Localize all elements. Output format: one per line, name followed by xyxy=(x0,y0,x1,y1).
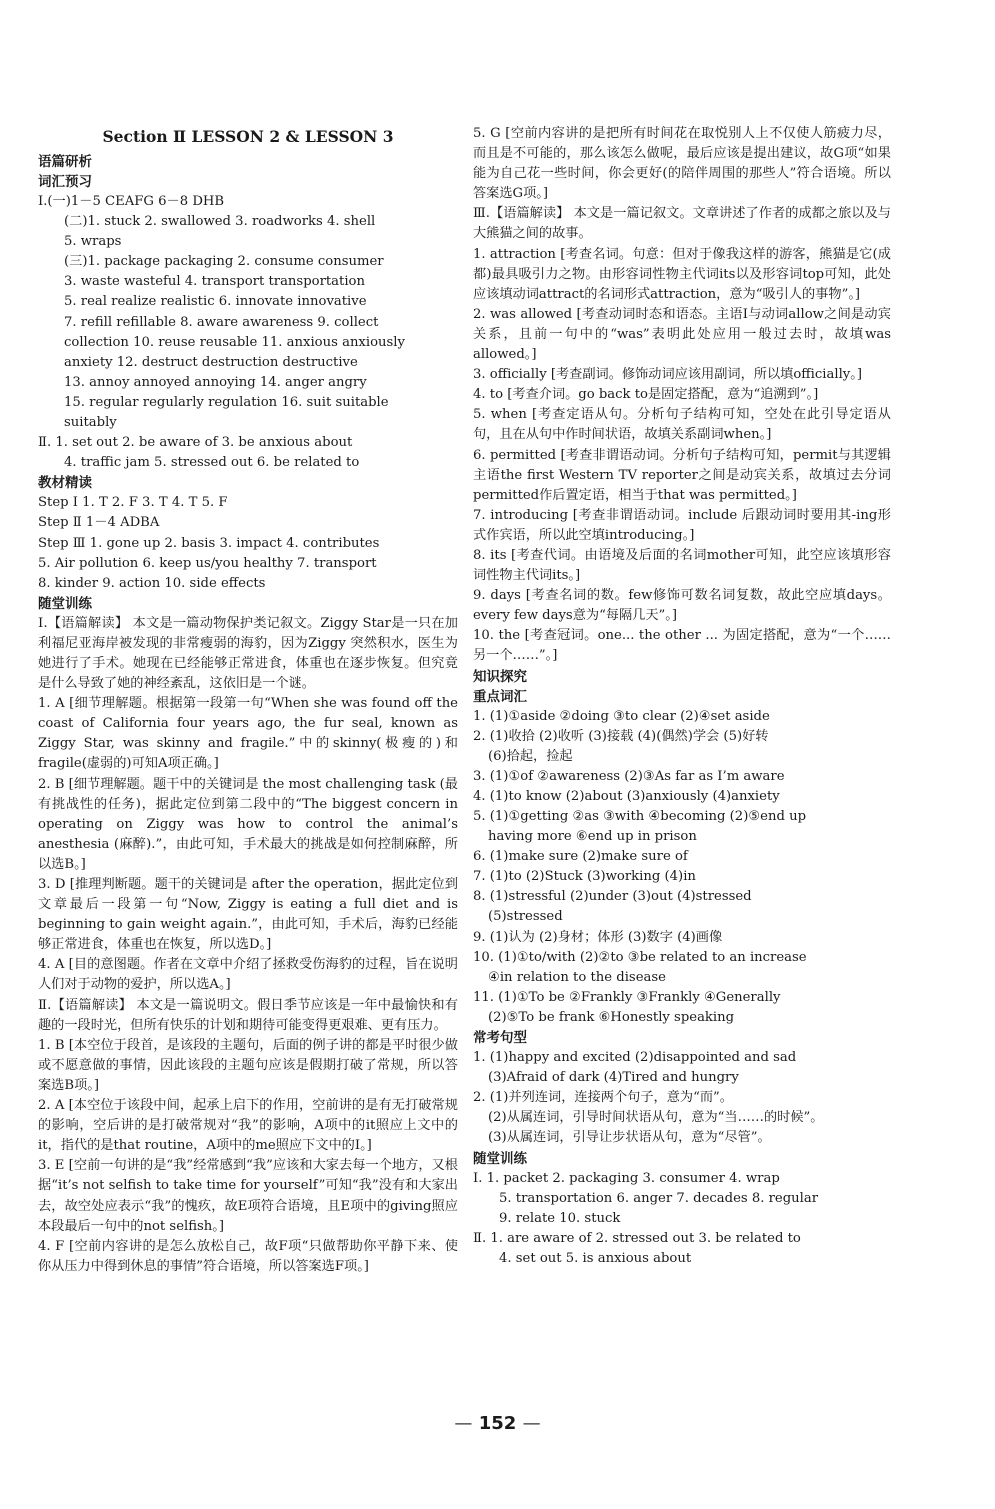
section-heading: 教材精读 xyxy=(38,475,92,492)
answer-paragraph: 6. permitted [考查非谓语动词。分析句子结构可知，permit与其逻辑主语the first Western TV reporter之间是动宾关系，故填过去分词permitted作后置定语，相当于that was permitted。] xyxy=(473,447,891,503)
answer-paragraph: 5. when [考查定语从句。分析句子结构可知，空处在此引导定语从句，且在从句中作时间状语，故填关系副词when。] xyxy=(473,407,891,443)
answer-line: 15. regular regularly regulation 16. suit suitable xyxy=(64,394,389,410)
answer-line: Ⅰ. 1. packet 2. packaging 3. consumer 4. wrap xyxy=(473,1170,780,1186)
answer-paragraph: 4. A [目的意图题。作者在文章中介绍了拯救受伤海豹的过程，旨在说明人们对于动物的爱护，所以选A。] xyxy=(38,957,458,993)
answer-line: 1. (1)happy and excited (2)disappointed and sad xyxy=(473,1050,797,1066)
answer-line: 4. traffic jam 5. stressed out 6. be related to xyxy=(64,455,360,471)
answer-line: 8. kinder 9. action 10. side effects xyxy=(38,575,266,591)
answer-line: having more ⑥end up in prison xyxy=(488,829,697,845)
answer-paragraph: 1. A [细节理解题。根据第一段第一句“When she was found off the coast of California four years ago, the fur seal, known as Ziggy Star, was skinny and fragile.”中的skinny(极瘦的)和fragile(虚弱的)可知A项正确。] xyxy=(38,696,458,772)
answer-line: 5. (1)①getting ②as ③with ④becoming (2)⑤end up xyxy=(473,809,807,824)
answer-paragraph: 1. B [本空位于段首，是该段的主题句，后面的例子讲的都是平时很少做或不愿意做的事情，因此该段的主题句应该是假期打破了常规，所以答案选B项。] xyxy=(38,1037,458,1093)
answer-line: 6. (1)make sure (2)make sure of xyxy=(473,849,688,865)
answer-line: suitably xyxy=(64,415,117,431)
answer-line: Step Ⅲ 1. gone up 2. basis 3. impact 4. contributes xyxy=(38,535,380,551)
answer-paragraph: 2. A [本空位于该段中间，起承上启下的作用，空前讲的是有无打破常规的影响，空后讲的是打破常规对“我”的影响，A项中的it照应上文中的it，指代的是that routine，A项中的me照应下文中的I。] xyxy=(38,1098,458,1154)
answer-paragraph: 9. days [考查名词的数。few修饰可数名词复数，故此空应填days。every few days意为“每隔几天”。] xyxy=(473,588,891,624)
answer-paragraph: 3. E [空前一句讲的是“我”经常感到“我”应该和大家去每一个地方，又根据“it’s not selfish to take time for yourself”可知“我”没有和大家出去，故空处应表示“我”的愧疚，故E项符合语境，且E项中的giving照应本段最后一句中的not selfish。] xyxy=(38,1158,458,1234)
section-heading: 重点词汇 xyxy=(473,688,527,705)
answer-line: 13. annoy annoyed annoying 14. anger angry xyxy=(64,374,367,390)
page-number: 152 xyxy=(478,1413,517,1434)
answer-paragraph: 4. F [空前内容讲的是怎么放松自己，故F项“只做帮助你平静下来、使你从压力中得到休息的事情”符合语境，所以答案选F项。] xyxy=(38,1238,458,1274)
answer-line: Step Ⅱ 1－4 ADBA xyxy=(38,515,160,531)
answer-line: 2. (1)并列连词，连接两个句子，意为“而”。 xyxy=(473,1090,733,1106)
right-column-body xyxy=(473,124,891,1269)
answer-line: 7. (1)to (2)Stuck (3)working (4)in xyxy=(473,869,696,885)
page-dash-left: — xyxy=(454,1413,473,1434)
answer-paragraph: 4. to [考查介词。go back to是固定搭配，意为“追溯到”。] xyxy=(473,387,819,403)
answer-line: 5. transportation 6. anger 7. decades 8. regular xyxy=(499,1190,819,1206)
section-heading: 常考句型 xyxy=(473,1030,527,1047)
answer-line: collection 10. reuse reusable 11. anxious anxiously xyxy=(64,334,405,350)
section-heading: 词汇预习 xyxy=(38,174,92,190)
answer-paragraph: 1. attraction [考查名词。句意：但对于像我这样的游客，熊猫是它(成都)最具吸引力之物。由形容词性物主代词its以及形容词top可知，此处应该填动词attract的名词形式attraction，意为“吸引人的事物”。] xyxy=(473,246,891,302)
answer-line: (2)⑤To be frank ⑥Honestly speaking xyxy=(488,1009,735,1025)
answer-line: 8. (1)stressful (2)under (3)out (4)stressed xyxy=(473,889,752,905)
section-title: Section Ⅱ LESSON 2 & LESSON 3 xyxy=(102,127,394,146)
answer-line: 5. real realize realistic 6. innovate innovative xyxy=(64,294,367,310)
answer-line: 9. (1)认为 (2)身材；体形 (3)数字 (4)画像 xyxy=(473,929,723,945)
answer-line: ④in relation to the disease xyxy=(488,969,666,985)
section-heading: 语篇研析 xyxy=(38,154,92,170)
answer-line: 1. (1)①aside ②doing ③to clear (2)④set aside xyxy=(473,708,770,724)
answer-line: 5. Air pollution 6. keep us/you healthy 7. transport xyxy=(38,555,377,571)
answer-paragraph: 7. introducing [考查非谓语动词。include 后跟动词时要用其-ing形式作宾语，所以此空填introducing。] xyxy=(473,507,891,543)
answer-line: 10. (1)①to/with (2)②to ③be related to an increase xyxy=(473,949,807,965)
answer-paragraph: Ⅰ.【语篇解读】 本文是一篇动物保护类记叙文。Ziggy Star是一只在加利福尼亚海岸被发现的非常瘦弱的海豹，因为Ziggy 突然积水，医生为她进行了手术。她现在已经能够正常进食，体重也在逐步恢复。但究竟是什么导致了她的神经紊乱，这依旧是一个谜。 xyxy=(38,615,458,692)
answer-line: 5. wraps xyxy=(64,234,122,250)
answer-line: (三)1. package packaging 2. consume consumer xyxy=(64,254,384,270)
answer-line: 11. (1)①To be ②Frankly ③Frankly ④Generally xyxy=(473,989,781,1005)
answer-line: 3. waste wasteful 4. transport transportation xyxy=(64,274,365,290)
answer-line: (5)stressed xyxy=(488,909,563,925)
section-heading: 随堂训练 xyxy=(38,595,92,612)
answer-line: 3. (1)①of ②awareness (2)③As far as I’m aware xyxy=(473,768,785,784)
answer-line: (6)拾起，捡起 xyxy=(488,748,573,764)
answer-paragraph: 3. officially [考查副词。修饰动词应该用副词，所以填officially。] xyxy=(473,367,862,383)
answer-line: 4. (1)to know (2)about (3)anxiously (4)anxiety xyxy=(473,788,780,804)
section-heading: 知识探究 xyxy=(473,668,527,685)
page-number-footer xyxy=(0,1413,995,1434)
answer-line: (二)1. stuck 2. swallowed 3. roadworks 4. shell xyxy=(64,214,376,230)
answer-line: (2)从属连词，引导时间状语从句，意为“当……的时候”。 xyxy=(488,1110,824,1126)
answer-line: Ⅱ. 1. are aware of 2. stressed out 3. be related to xyxy=(473,1230,801,1246)
answer-paragraph: 3. D [推理判断题。题干的关键词是 after the operation，据此定位到文章最后一段第一句“Now, Ziggy is eating a full diet and is beginning to gain weight again.”，由此可知，手术后，海豹已经能够正常进食，体重也在恢复，所以选D。] xyxy=(38,877,458,953)
section-heading: 随堂训练 xyxy=(473,1150,527,1167)
answer-line: Step Ⅰ 1. T 2. F 3. T 4. T 5. F xyxy=(38,495,228,511)
answer-paragraph: 8. its [考查代词。由语境及后面的名词mother可知，此空应该填形容词性物主代词its。] xyxy=(473,547,891,584)
answer-line: Ⅱ. 1. set out 2. be aware of 3. be anxious about xyxy=(38,435,353,451)
answer-paragraph: Ⅲ.【语篇解读】 本文是一篇记叙文。文章讲述了作者的成都之旅以及与大熊猫之间的故事。 xyxy=(473,206,891,242)
page-dash-right: — xyxy=(522,1413,541,1434)
answer-line: 2. (1)收拾 (2)收听 (3)接载 (4)(偶然)学会 (5)好转 xyxy=(473,728,769,744)
answer-line: (3)从属连词，引导让步状语从句，意为“尽管”。 xyxy=(488,1130,771,1146)
answer-paragraph: 2. B [细节理解题。题干中的关键词是 the most challenging task (最有挑战性的任务)，据此定位到第二段中的“The biggest concern in operating on Ziggy was how to control the animal’s anesthesia (麻醉).”，由此可知，手术最大的挑战是如何控制麻醉，所以选B。] xyxy=(38,776,458,872)
answer-paragraph: 5. G [空前内容讲的是把所有时间花在取悦别人上不仅使人筋疲力尽，而且是不可能的，那么该怎么做呢，最后应该是提出建议，故G项“如果能为自己花一些时间，你会更好(的陪伴周围的那些人”符合语境。所以答案选G项。] xyxy=(473,126,891,202)
answer-paragraph: Ⅱ.【语篇解读】 本文是一篇说明文。假日季节应该是一年中最愉快和有趣的一段时光，但所有快乐的计划和期待可能变得更艰难、更有压力。 xyxy=(38,997,458,1033)
left-column xyxy=(38,124,458,1277)
answer-line: 9. relate 10. stuck xyxy=(499,1210,621,1226)
answer-line: 7. refill refillable 8. aware awareness 9. collect xyxy=(64,314,379,330)
answer-paragraph: 2. was allowed [考查动词时态和语态。主语I与动词allow之间是动宾关系，且前一句中的“was”表明此处应用一般过去时，故填was allowed。] xyxy=(473,306,891,363)
right-column xyxy=(473,124,891,1269)
answer-line: 4. set out 5. is anxious about xyxy=(499,1250,692,1266)
answer-line: Ⅰ.(一)1－5 CEAFG 6－8 DHB xyxy=(38,194,225,209)
left-column-body xyxy=(38,152,458,1277)
answer-paragraph: 10. the [考查冠词。one... the other ... 为固定搭配，意为“一个……另一个……”。] xyxy=(473,628,891,664)
answer-line: (3)Afraid of dark (4)Tired and hungry xyxy=(488,1070,739,1086)
answer-line: anxiety 12. destruct destruction destructive xyxy=(64,354,358,370)
